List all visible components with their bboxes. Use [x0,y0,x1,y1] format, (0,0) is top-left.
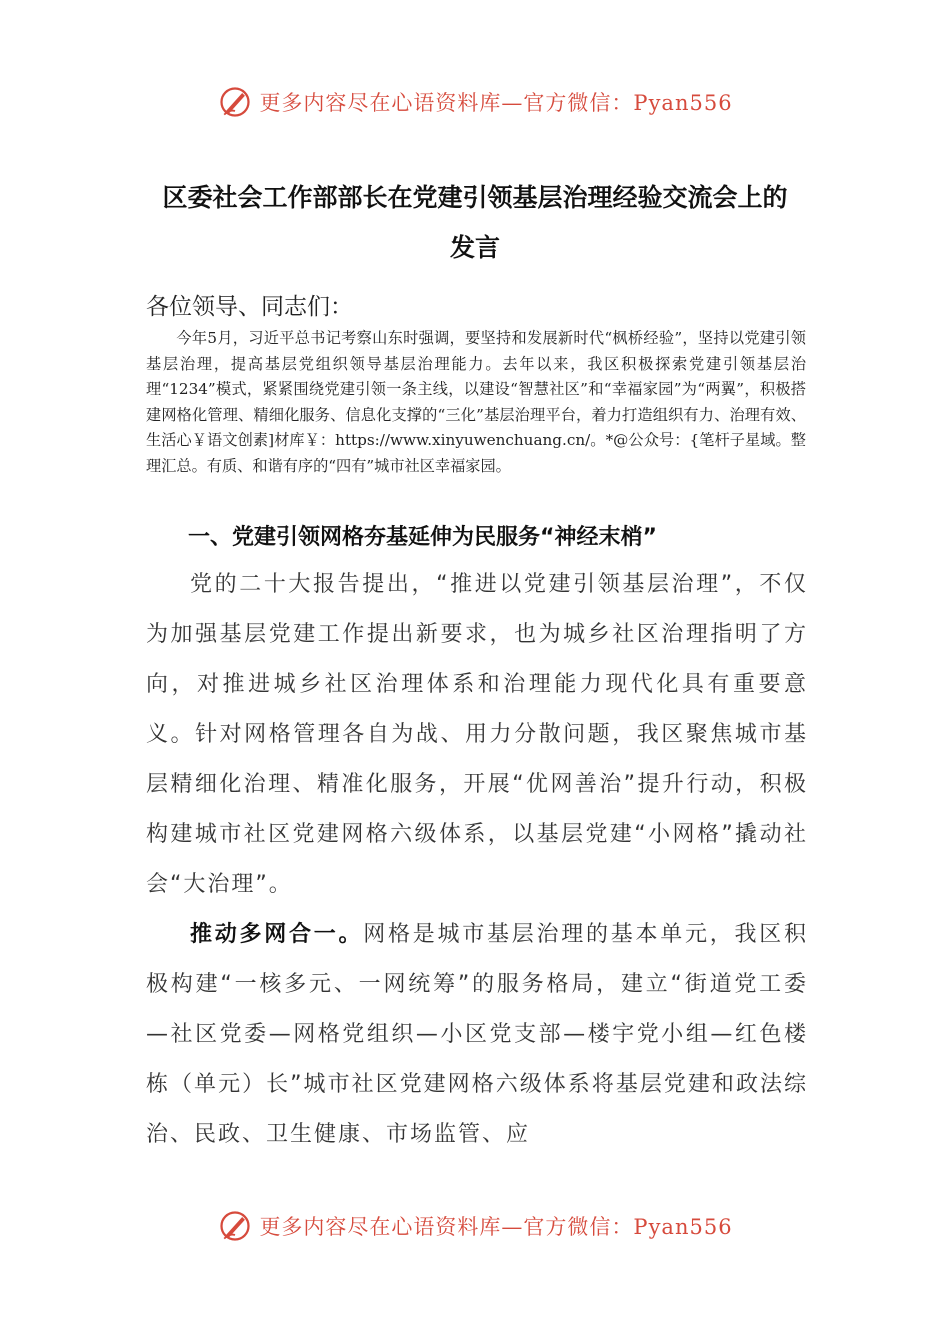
section1-paragraph2 [146,910,808,1160]
pen-logo-icon [217,1208,253,1244]
footer-banner-text: 更多内容尽在心语资料库—官方微信：Pyan556 [259,1215,733,1239]
section1-heading: 一、党建引领网格夯基延伸为民服务“神经末梢” [188,525,657,550]
section1-paragraph1: 党的二十大报告提出，“推进以党建引领基层治理”，不仅为加强基层党建工作提出新要求，也为城乡社区治理指明了方向，对推进城乡社区治理体系和治理能力现代化具有重要意义。针对网格管理各自为战、用力分散问题，我区聚焦城市基层精细化治理、精准化服务，开展“优网善治”提升行动，积极构建城市社区党建网格六级体系，以基层党建“小网格”撬动社会“大治理”。 [146,572,808,897]
document-title-line1: 区委社会工作部部长在党建引领基层治理经验交流会上的 [162,183,788,212]
paragraph2-body: 网格是城市基层治理的基本单元，我区积极构建“一核多元、一网统筹”的服务格局，建立“街道党工委—社区党委—网格党组织—小区党支部—楼宇党小组—红色楼栋（单元）长”城市社区党建网格六级体系将基层党建和政法综治、民政、卫生健康、市场监管、应 [146,922,808,1147]
footer-banner [0,1208,950,1244]
header-banner [0,84,950,120]
paragraph2-lead: 推动多网合一。 [190,922,364,947]
intro-paragraph: 今年5月，习近平总书记考察山东时强调，要坚持和发展新时代“枫桥经验”，坚持以党建引领基层治理，提高基层党组织领导基层治理能力。去年以来，我区积极探索党建引领基层治理“1234”模式，紧紧围绕党建引领一条主线，以建设“智慧社区”和“幸福家园”为“两翼”，积极搭建网格化管理、精细化服务、信息化支撑的“三化”基层治理平台，着力打造组织有力、治理有效、生活心￥语文创素]材库￥：https://www.xinyuwenchuang.cn/。*@公众号：{笔杆子星域。整理汇总。有质、和谐有序的“四有”城市社区幸福家园。 [146,329,806,475]
pen-logo-icon [217,84,253,120]
document-title-line2: 发言 [449,233,500,262]
header-banner-text: 更多内容尽在心语资料库—官方微信：Pyan556 [259,91,733,115]
greeting: 各位领导、同志们： [146,294,353,320]
